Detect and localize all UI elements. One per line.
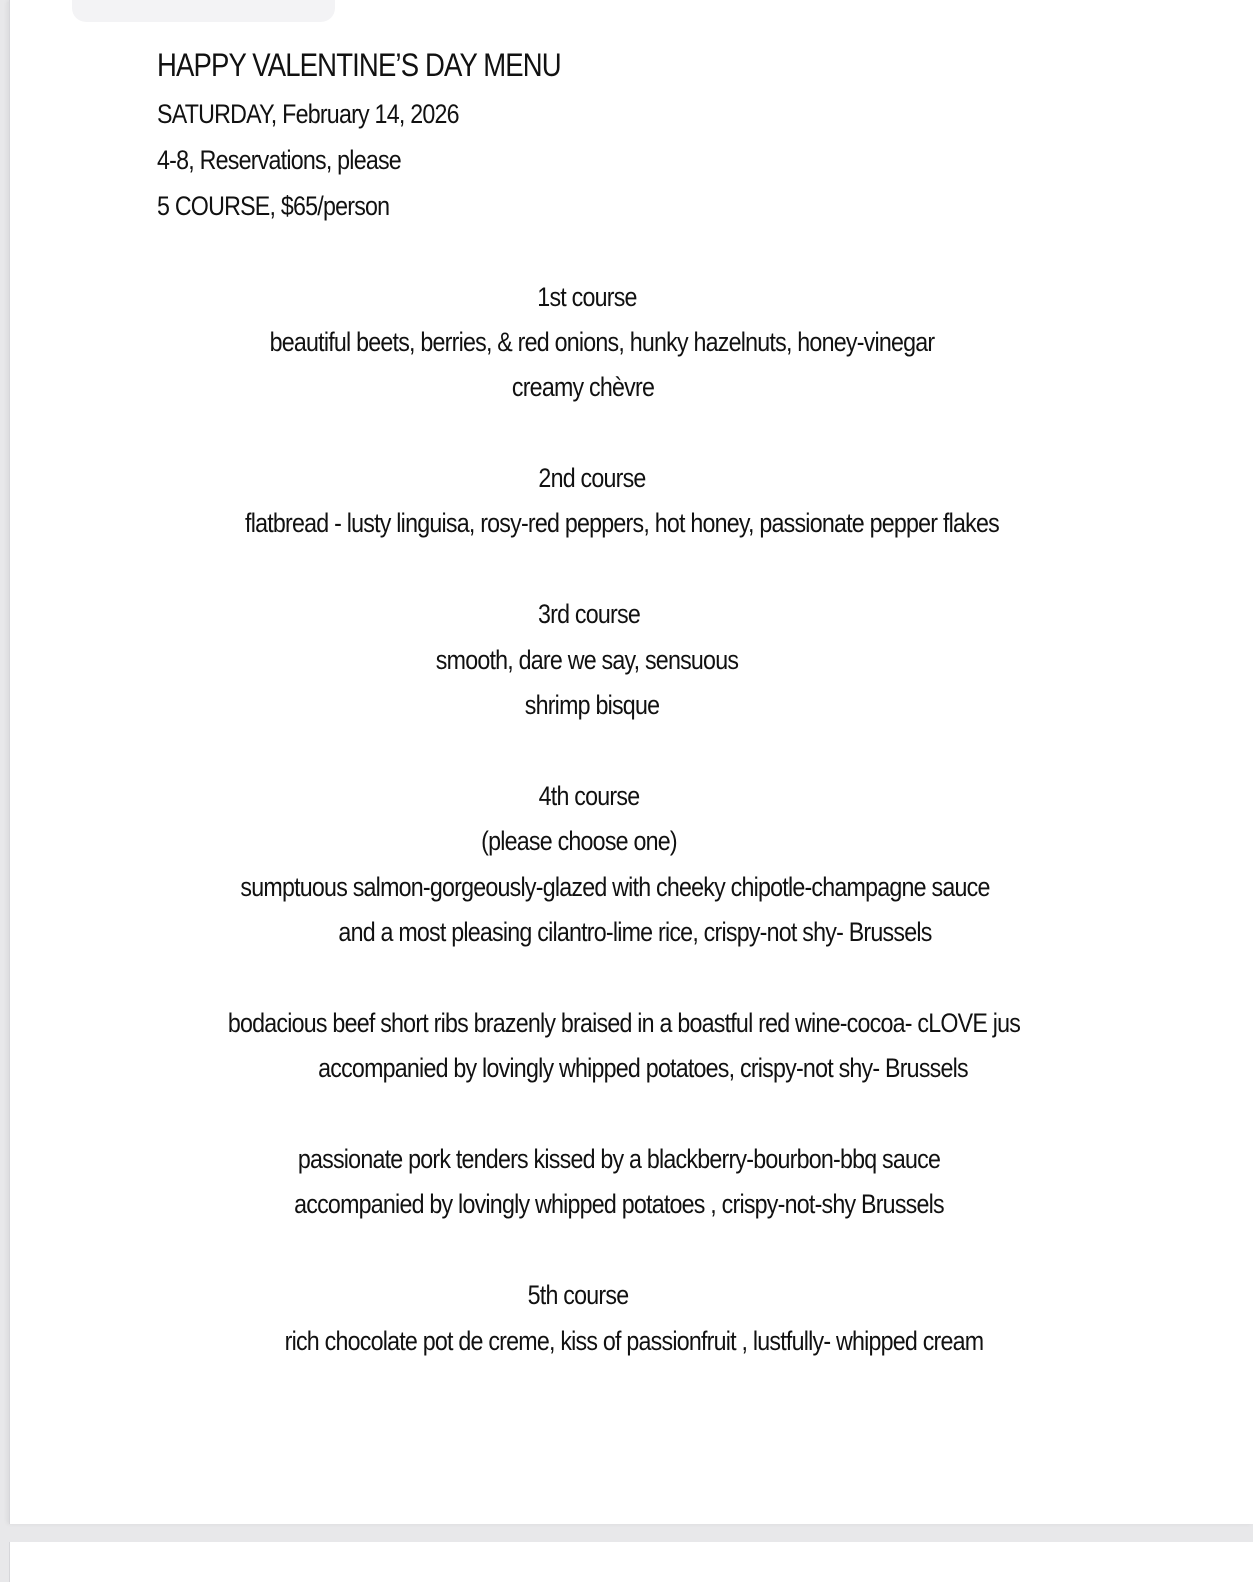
next-page-edge: [9, 1542, 1253, 1582]
course-3-heading: 3rd course: [538, 599, 640, 629]
course-4-option-3-line-2: accompanied by lovingly whipped potatoes , crispy-not-shy Brussels: [294, 1189, 944, 1219]
course-5-line-1: rich chocolate pot de creme, kiss of passionfruit , lustfully- whipped cream: [284, 1326, 984, 1356]
course-4-note: (please choose one): [481, 826, 677, 856]
course-4-option-2-line-2: accompanied by lovingly whipped potatoes, crispy-not shy- Brussels: [318, 1053, 968, 1083]
course-1-line-2: creamy chèvre: [511, 372, 655, 402]
course-3-line-2: shrimp bisque: [524, 690, 660, 720]
course-4-option-1-line-1: sumptuous salmon-gorgeously-glazed with cheeky chipotle-champagne sauce: [240, 872, 990, 902]
course-3-line-1: smooth, dare we say, sensuous: [435, 645, 739, 675]
course-2-line-1: flatbread - lusty linguisa, rosy-red peppers, hot honey, passionate pepper flakes: [245, 508, 999, 538]
menu-price: 5 COURSE, $65/person: [157, 191, 390, 221]
course-2-heading: 2nd course: [538, 463, 646, 493]
tab-remnant: [72, 0, 335, 22]
course-4-option-3-line-1: passionate pork tenders kissed by a blackberry-bourbon-bbq sauce: [297, 1144, 941, 1174]
course-5-heading: 5th course: [527, 1280, 629, 1310]
course-4-option-2-line-1: bodacious beef short ribs brazenly braised in a boastful red wine-cocoa- cLOVE jus: [227, 1008, 1021, 1038]
menu-hours: 4-8, Reservations, please: [157, 145, 401, 175]
menu-date: SATURDAY, February 14, 2026: [157, 99, 459, 129]
course-1-line-1: beautiful beets, berries, & red onions, hunky hazelnuts, honey-vinegar: [269, 327, 935, 357]
course-1-heading: 1st course: [537, 282, 637, 312]
course-4-option-1-line-2: and a most pleasing cilantro-lime rice, crispy-not shy- Brussels: [338, 917, 932, 947]
menu-title: HAPPY VALENTINE’S DAY MENU: [157, 47, 561, 83]
course-4-heading: 4th course: [538, 781, 640, 811]
